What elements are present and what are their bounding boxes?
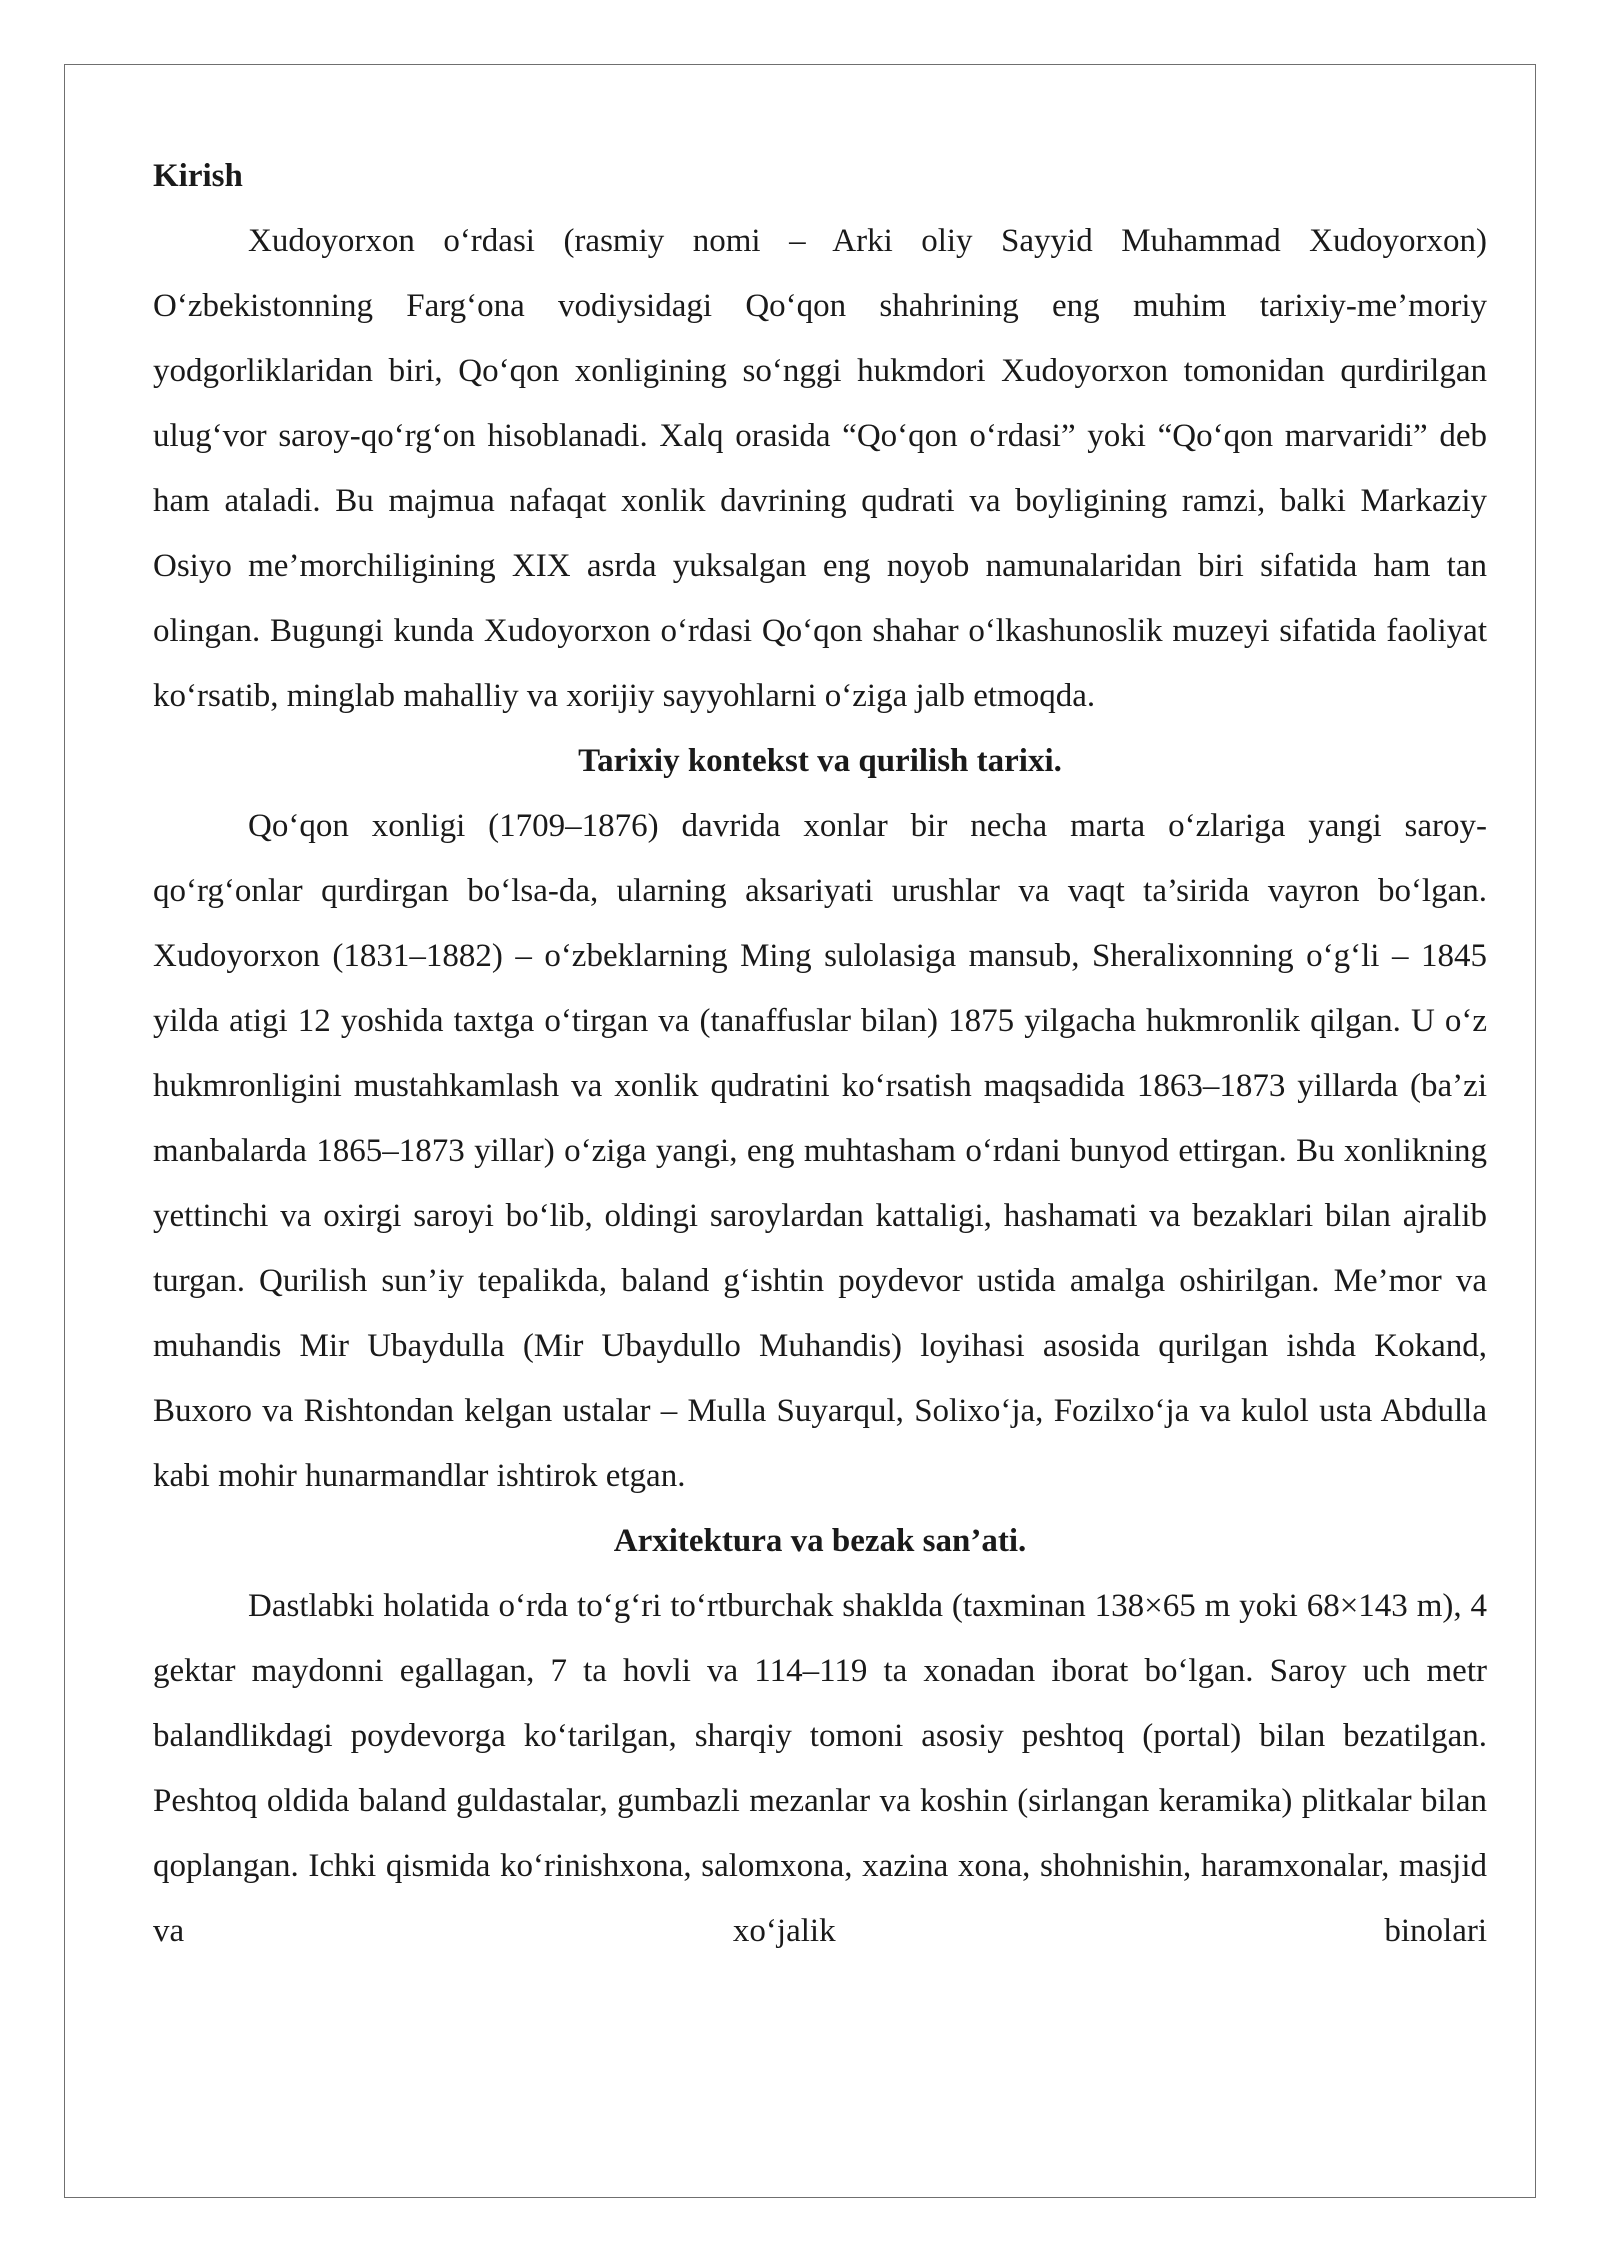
heading-architecture: Arxitektura va bezak san’ati. (613, 1523, 1027, 1559)
paragraph-history: Qo‘qon xonligi (1709–1876) davrida xonlar bir necha marta o‘zlariga yangi saroy-qo‘rg‘onlar qurdirgan bo‘lsa-da, ularning aksariyati urushlar va vaqt ta’sirida vayron bo‘lgan. Xudoyorxon (1831–1882) – o‘zbeklarning Ming sulolasiga mansub, Sheralixonning o‘g‘li – 1845 yilda atigi 12 yoshida taxtga o‘tirgan va (tanaffuslar bilan) 1875 yilgacha hukmronlik qilgan. U o‘z hukmronligini mustahkamlash va xonlik qudratini ko‘rsatish maqsadida 1863–1873 yillarda (ba’zi manbalarda 1865–1873 yillar) o‘ziga yangi, eng muhtasham o‘rdani bunyod ettirgan. Bu xonlikning yettinchi va oxirgi saroyi bo‘lib, oldingi saroylardan kattaligi, hashamati va bezaklari bilan ajralib turgan. Qurilish sun’iy tepalikda, baland g‘ishtin poydevor ustida amalga oshirilgan. Me’mor va muhandis Mir Ubaydulla (Mir Ubaydullo Muhandis) loyihasi asosida qurilgan ishda Kokand, Buxoro va Rishtondan kelgan ustalar – Mulla Suyarqul, Solixo‘ja, Fozilxo‘ja va kulol usta Abdulla kabi mohir hunarmandlar ishtirok etgan. (153, 808, 1487, 1494)
paragraph-architecture: Dastlabki holatida o‘rda to‘g‘ri to‘rtburchak shaklda (taxminan 138×65 m yoki 68×143 m), 4 gektar maydonni egallagan, 7 ta hovli va 114–119 ta xonadan iborat bo‘lgan. Saroy uch metr balandlikdagi poydevorga ko‘tarilgan, sharqiy tomoni asosiy peshtoq (portal) bilan bezatilgan. Peshtoq oldida baland guldastalar, gumbazli mezanlar va koshin (sirlangan keramika) plitkalar bilan qoplangan. Ichki qismida ko‘rinishxona, salomxona, xazina xona, shohnishin, haramxonalar, masjid va xo‘jalik binolari (153, 1588, 1487, 1949)
heading-intro: Kirish (153, 158, 243, 194)
heading-history: Tarixiy kontekst va qurilish tarixi. (578, 743, 1062, 779)
document-body (153, 144, 1487, 1964)
paragraph-intro: Xudoyorxon o‘rdasi (rasmiy nomi – Arki oliy Sayyid Muhammad Xudoyorxon) O‘zbekistonning Farg‘ona vodiysidagi Qo‘qon shahrining eng muhim tarixiy-me’moriy yodgorliklaridan biri, Qo‘qon xonligining so‘nggi hukmdori Xudoyorxon tomonidan qurdirilgan ulug‘vor saroy-qo‘rg‘on hisoblanadi. Xalq orasida “Qo‘qon o‘rdasi” yoki “Qo‘qon marvaridi” deb ham ataladi. Bu majmua nafaqat xonlik davrining qudrati va boyligining ramzi, balki Markaziy Osiyo me’morchiligining XIX asrda yuksalgan eng noyob namunalaridan biri sifatida ham tan olingan. Bugungi kunda Xudoyorxon o‘rdasi Qo‘qon shahar o‘lkashunoslik muzeyi sifatida faoliyat ko‘rsatib, minglab mahalliy va xorijiy sayyohlarni o‘ziga jalb etmoqda. (153, 223, 1487, 714)
